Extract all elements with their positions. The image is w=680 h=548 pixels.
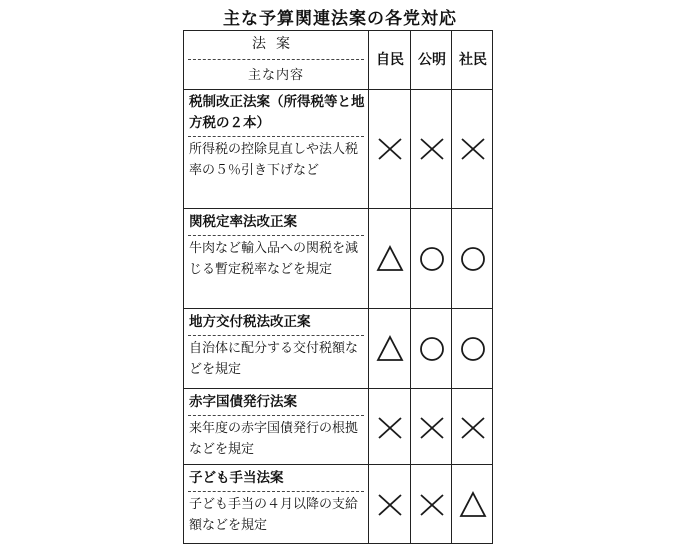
mark-sdp-cross-icon [452,408,494,448]
mark-sdp-circle-icon [452,239,494,279]
table-title: 主な予算関連法案の各党対応 [223,9,457,29]
header-law: 法案 [252,36,300,52]
table-row [184,389,492,465]
row-divider [188,235,364,236]
row-divider [188,136,364,137]
mark-sdp-cross-icon [452,129,494,169]
row-divider [188,335,364,336]
column-divider [410,31,411,543]
law-content: 所得税の控除見直しや法人税率の５％引き下げなど [189,142,359,178]
law-name: 税制改正法案（所得税等と地方税の２本） [189,94,365,131]
table-row [184,465,492,543]
law-name: 関税定率法改正案 [189,214,297,230]
law-content: 来年度の赤字国債発行の根拠などを規定 [189,421,359,457]
law-name: 地方交付税法改正案 [189,314,311,330]
law-content: 牛肉など輸入品への関税を減じる暫定税率などを規定 [189,241,359,277]
law-name: 子ども手当法案 [189,470,284,486]
table-header [184,31,492,90]
mark-komeito-cross-icon [411,129,453,169]
mark-komeito-circle-icon [411,329,453,369]
mark-sdp-triangle-icon [452,485,494,525]
table-row [184,309,492,389]
party-stance-table [183,30,493,544]
mark-komeito-cross-icon [411,485,453,525]
law-content: 自治体に配分する交付税額などを規定 [189,341,359,377]
mark-ldp-cross-icon [369,485,411,525]
column-divider [451,31,452,543]
mark-sdp-circle-icon [452,329,494,369]
table-row [184,209,492,309]
mark-ldp-cross-icon [369,129,411,169]
header-party-komeito: 公明 [418,52,446,68]
header-party-sdp: 社民 [459,52,487,68]
law-name: 赤字国債発行法案 [189,394,297,410]
law-content: 子ども手当の４月以降の支給額などを規定 [189,497,359,533]
row-divider [188,491,364,492]
mark-komeito-circle-icon [411,239,453,279]
mark-ldp-triangle-icon [369,329,411,369]
header-content: 主な内容 [247,68,304,83]
row-divider [188,415,364,416]
mark-ldp-triangle-icon [369,239,411,279]
mark-komeito-cross-icon [411,408,453,448]
header-divider [188,59,364,60]
mark-ldp-cross-icon [369,408,411,448]
table-row [184,89,492,209]
header-party-ldp: 自民 [376,52,404,68]
column-divider [368,31,369,543]
